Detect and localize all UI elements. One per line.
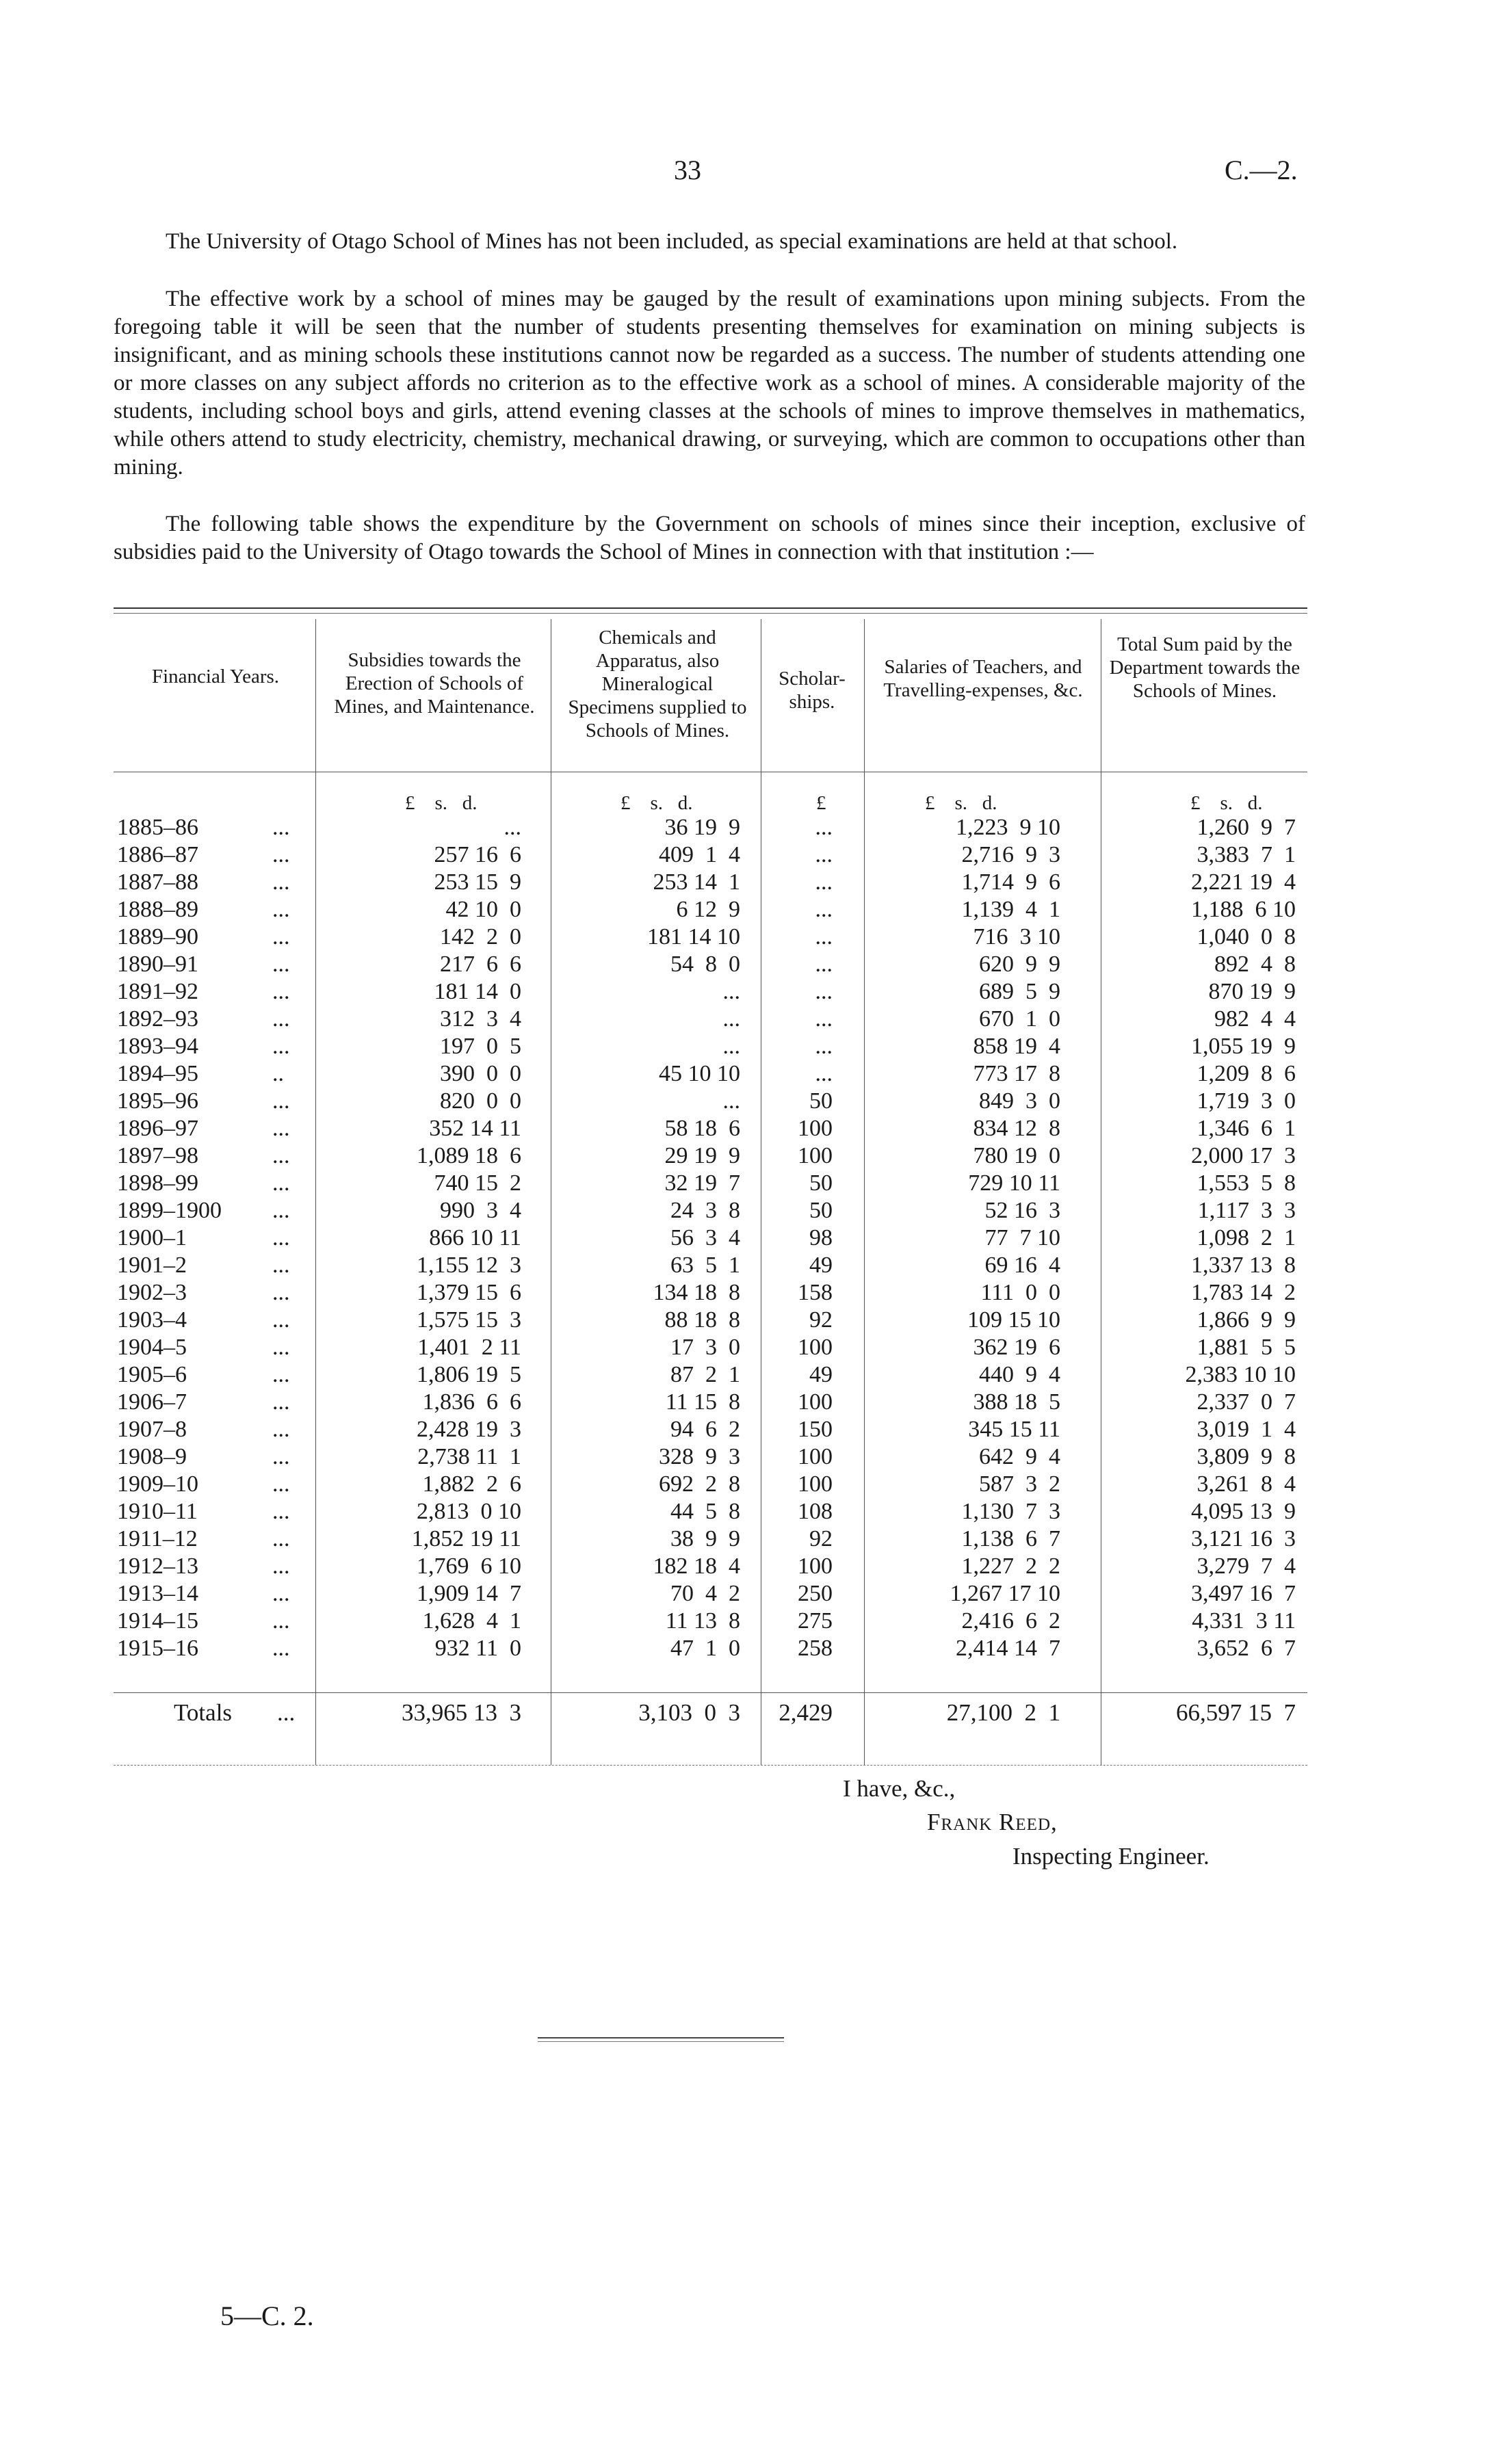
cell-dots: ... (272, 1554, 290, 1579)
cell-total: 1,209 8 6 (1197, 1061, 1296, 1086)
cell-salaries: 620 9 9 (979, 952, 1060, 977)
cell-year: 1898–99 (117, 1170, 198, 1196)
cell-scholarships: 108 (798, 1499, 833, 1524)
cell-chemicals: 88 18 8 (664, 1307, 740, 1333)
header-total: Total Sum paid by the Department towards the Schools of Mines. (1109, 633, 1301, 702)
table-row (0, 923, 1503, 951)
cell-year: 1885–86 (117, 815, 198, 840)
cell-total: 3,261 8 4 (1197, 1471, 1296, 1497)
cell-scholarships: 250 (798, 1581, 833, 1606)
cell-salaries: 1,227 2 2 (961, 1554, 1060, 1579)
cell-total: 2,383 10 10 (1185, 1362, 1296, 1387)
cell-total: 3,019 1 4 (1197, 1417, 1296, 1442)
cell-subsidies: 2,813 0 10 (417, 1499, 521, 1524)
cell-scholarships: 100 (798, 1554, 833, 1579)
table-top-rule-thin (114, 613, 1307, 614)
cell-total: 4,095 13 9 (1191, 1499, 1296, 1524)
cell-dots: ... (272, 815, 290, 840)
cell-subsidies: 1,628 4 1 (422, 1608, 521, 1634)
cell-total: 1,337 13 8 (1191, 1253, 1296, 1278)
table-row (0, 951, 1503, 978)
cell-salaries: 773 17 8 (973, 1061, 1060, 1086)
paragraph-1: The University of Otago School of Mines has not been included, as special examinations are held at that school. (166, 229, 1178, 254)
table-row (0, 1142, 1503, 1170)
cell-year: 1900–1 (117, 1225, 187, 1250)
cell-salaries: 1,714 9 6 (961, 869, 1060, 895)
cell-dots: ... (272, 1170, 290, 1196)
cell-scholarships: ... (815, 869, 833, 895)
cell-dots: ... (272, 1034, 290, 1059)
cell-salaries: 2,416 6 2 (961, 1608, 1060, 1634)
cell-chemicals: 29 19 9 (664, 1143, 740, 1168)
totals-total: 66,597 15 7 (1176, 1699, 1296, 1726)
cell-scholarships: ... (815, 1006, 833, 1032)
cell-salaries: 69 16 4 (984, 1253, 1060, 1278)
cell-chemicals: 409 1 4 (659, 842, 740, 867)
cell-year: 1905–6 (117, 1362, 187, 1387)
cell-subsidies: 1,379 15 6 (417, 1280, 521, 1305)
cell-dots: ... (272, 979, 290, 1004)
cell-subsidies: 1,806 19 5 (417, 1362, 521, 1387)
signature-name: Frank Reed, (927, 1809, 1058, 1835)
cell-total: 1,881 5 5 (1197, 1335, 1296, 1360)
units-scholarships: £ (816, 792, 826, 814)
cell-year: 1891–92 (117, 979, 198, 1004)
cell-subsidies: 740 15 2 (434, 1170, 521, 1196)
cell-total: 1,040 0 8 (1197, 924, 1296, 949)
cell-scholarships: 49 (809, 1253, 833, 1278)
cell-dots: ... (272, 1636, 290, 1661)
cell-salaries: 52 16 3 (984, 1198, 1060, 1223)
cell-scholarships: 92 (809, 1307, 833, 1333)
cell-dots: ... (272, 1608, 290, 1634)
cell-year: 1907–8 (117, 1417, 187, 1442)
cell-chemicals: 36 19 9 (664, 815, 740, 840)
footer-code: 5—C. 2. (220, 2301, 314, 2331)
cell-salaries: 77 7 10 (984, 1225, 1060, 1250)
cell-scholarships: ... (815, 924, 833, 949)
table-row (0, 1088, 1503, 1115)
table-row (0, 869, 1503, 896)
cell-year: 1896–97 (117, 1116, 198, 1141)
cell-year: 1889–90 (117, 924, 198, 949)
table-row (0, 1389, 1503, 1416)
cell-year: 1901–2 (117, 1253, 187, 1278)
cell-subsidies: 352 14 11 (429, 1116, 521, 1141)
cell-dots: ... (272, 1581, 290, 1606)
cell-scholarships: 98 (809, 1225, 833, 1250)
cell-salaries: 849 3 0 (979, 1088, 1060, 1114)
cell-subsidies: 866 10 11 (429, 1225, 521, 1250)
cell-chemicals: 134 18 8 (653, 1280, 740, 1305)
totals-subsidies: 33,965 13 3 (402, 1699, 521, 1726)
cell-subsidies: 1,155 12 3 (417, 1253, 521, 1278)
cell-chemicals: ... (722, 1088, 740, 1114)
totals-chemicals: 3,103 0 3 (638, 1699, 740, 1726)
cell-subsidies: 1,089 18 6 (417, 1143, 521, 1168)
cell-scholarships: ... (815, 952, 833, 977)
cell-chemicals: 253 14 1 (653, 869, 740, 895)
cell-scholarships: 100 (798, 1116, 833, 1141)
cell-total: 3,383 7 1 (1197, 842, 1296, 867)
cell-chemicals: 63 5 1 (670, 1253, 740, 1278)
cell-chemicals: 44 5 8 (670, 1499, 740, 1524)
table-row (0, 1416, 1503, 1443)
cell-dots: ... (272, 1471, 290, 1497)
cell-salaries: 345 15 11 (968, 1417, 1060, 1442)
cell-scholarships: ... (815, 1061, 833, 1086)
cell-subsidies: 990 3 4 (440, 1198, 521, 1223)
cell-year: 1894–95 (117, 1061, 198, 1086)
cell-subsidies: 1,575 15 3 (417, 1307, 521, 1333)
table-row (0, 978, 1503, 1006)
table-row (0, 1443, 1503, 1471)
cell-dots: ... (272, 1198, 290, 1223)
cell-scholarships: 100 (798, 1335, 833, 1360)
table-row (0, 1060, 1503, 1088)
cell-dots: ... (272, 1362, 290, 1387)
cell-dots: ... (272, 1417, 290, 1442)
cell-salaries: 109 15 10 (967, 1307, 1060, 1333)
cell-salaries: 440 9 4 (979, 1362, 1060, 1387)
cell-total: 1,783 14 2 (1191, 1280, 1296, 1305)
totals-row (0, 1696, 1503, 1729)
separator-rule-thin (538, 2041, 784, 2042)
cell-chemicals: 328 9 3 (659, 1444, 740, 1469)
cell-dots: ... (272, 1253, 290, 1278)
cell-total: 3,652 6 7 (1197, 1636, 1296, 1661)
cell-subsidies: 1,401 2 11 (417, 1335, 521, 1360)
page-number: 33 (674, 155, 701, 185)
cell-chemicals: 38 9 9 (670, 1526, 740, 1551)
cell-year: 1890–91 (117, 952, 198, 977)
cell-chemicals: 11 13 8 (665, 1608, 740, 1634)
cell-total: 4,331 3 11 (1192, 1608, 1296, 1634)
totals-dots: ... (277, 1699, 296, 1726)
cell-chemicals: 58 18 6 (664, 1116, 740, 1141)
table-row (0, 841, 1503, 869)
cell-subsidies: ... (504, 815, 521, 840)
header-salaries: Salaries of Teachers, and Travelling-expenses, &c. (883, 656, 1083, 701)
cell-year: 1911–12 (117, 1526, 198, 1551)
cell-year: 1908–9 (117, 1444, 187, 1469)
cell-dots: ... (272, 1499, 290, 1524)
cell-salaries: 362 19 6 (973, 1335, 1060, 1360)
cell-scholarships: ... (815, 842, 833, 867)
cell-chemicals: 181 14 10 (647, 924, 740, 949)
cell-salaries: 858 19 4 (973, 1034, 1060, 1059)
cell-dots: ... (272, 1526, 290, 1551)
table-row (0, 1498, 1503, 1525)
cell-dots: .. (272, 1061, 284, 1086)
cell-scholarships: 49 (809, 1362, 833, 1387)
cell-subsidies: 312 3 4 (440, 1006, 521, 1032)
cell-scholarships: ... (815, 815, 833, 840)
cell-year: 1888–89 (117, 897, 198, 922)
cell-chemicals: 11 15 8 (665, 1389, 740, 1415)
cell-total: 1,866 9 9 (1197, 1307, 1296, 1333)
cell-total: 982 4 4 (1214, 1006, 1296, 1032)
cell-total: 1,553 5 8 (1197, 1170, 1296, 1196)
table-row (0, 1033, 1503, 1060)
cell-scholarships: 100 (798, 1389, 833, 1415)
cell-dots: ... (272, 1335, 290, 1360)
cell-year: 1912–13 (117, 1554, 198, 1579)
cell-salaries: 834 12 8 (973, 1116, 1060, 1141)
cell-salaries: 780 19 0 (973, 1143, 1060, 1168)
totals-salaries: 27,100 2 1 (946, 1699, 1060, 1726)
cell-total: 3,279 7 4 (1197, 1554, 1296, 1579)
cell-subsidies: 253 15 9 (434, 869, 521, 895)
cell-year: 1910–11 (117, 1499, 198, 1524)
cell-salaries: 1,138 6 7 (961, 1526, 1060, 1551)
cell-chemicals: 94 6 2 (670, 1417, 740, 1442)
cell-total: 1,117 3 3 (1197, 1198, 1296, 1223)
cell-subsidies: 820 0 0 (440, 1088, 521, 1114)
cell-chemicals: 6 12 9 (676, 897, 740, 922)
cell-subsidies: 932 11 0 (434, 1636, 521, 1661)
cell-scholarships: ... (815, 897, 833, 922)
cell-total: 1,260 9 7 (1197, 815, 1296, 840)
table-row (0, 896, 1503, 923)
cell-chemicals: 32 19 7 (664, 1170, 740, 1196)
cell-scholarships: 100 (798, 1444, 833, 1469)
cell-chemicals: ... (722, 979, 740, 1004)
cell-chemicals: 70 4 2 (670, 1581, 740, 1606)
cell-dots: ... (272, 1389, 290, 1415)
table-row (0, 1006, 1503, 1033)
cell-year: 1906–7 (117, 1389, 187, 1415)
signature-title: Inspecting Engineer. (1012, 1843, 1210, 1870)
cell-year: 1915–16 (117, 1636, 198, 1661)
cell-scholarships: 92 (809, 1526, 833, 1551)
cell-subsidies: 1,909 14 7 (417, 1581, 521, 1606)
cell-subsidies: 257 16 6 (434, 842, 521, 867)
cell-dots: ... (272, 897, 290, 922)
cell-dots: ... (272, 1280, 290, 1305)
totals-label: Totals (174, 1699, 233, 1726)
cell-dots: ... (272, 952, 290, 977)
cell-salaries: 689 5 9 (979, 979, 1060, 1004)
cell-chemicals: 692 2 8 (659, 1471, 740, 1497)
cell-year: 1904–5 (117, 1335, 187, 1360)
cell-total: 1,188 6 10 (1191, 897, 1296, 922)
cell-year: 1886–87 (117, 842, 198, 867)
cell-subsidies: 197 0 5 (440, 1034, 521, 1059)
cell-salaries: 1,267 17 10 (950, 1581, 1060, 1606)
cell-year: 1902–3 (117, 1280, 187, 1305)
document-code: C.—2. (1225, 155, 1298, 185)
totals-scholarships: 2,429 (779, 1699, 833, 1726)
signature-salutation: I have, &c., (843, 1775, 956, 1802)
cell-chemicals: 87 2 1 (670, 1362, 740, 1387)
cell-subsidies: 2,428 19 3 (417, 1417, 521, 1442)
cell-subsidies: 1,769 6 10 (417, 1554, 521, 1579)
cell-scholarships: ... (815, 979, 833, 1004)
cell-total: 3,121 16 3 (1191, 1526, 1296, 1551)
cell-year: 1909–10 (117, 1471, 198, 1497)
table-row (0, 1361, 1503, 1389)
table-row (0, 1580, 1503, 1608)
cell-subsidies: 2,738 11 1 (417, 1444, 521, 1469)
cell-dots: ... (272, 924, 290, 949)
units-subsidies: £ s. d. (405, 792, 478, 814)
cell-salaries: 2,716 9 3 (961, 842, 1060, 867)
cell-scholarships: 150 (798, 1417, 833, 1442)
table-row (0, 1553, 1503, 1580)
header-chemicals: Chemicals and Apparatus, also Mineralogical Specimens supplied to Schools of Mines. (568, 627, 747, 742)
cell-salaries: 111 0 0 (980, 1280, 1060, 1305)
header-subsidies: Subsidies towards the Erection of Schools of Mines, and Maintenance. (334, 649, 535, 718)
table-row (0, 1252, 1503, 1279)
table-row (0, 1279, 1503, 1307)
cell-dots: ... (272, 1116, 290, 1141)
cell-total: 3,497 16 7 (1191, 1581, 1296, 1606)
cell-year: 1892–93 (117, 1006, 198, 1032)
header-financial-years: Financial Years. (151, 666, 280, 687)
table-row (0, 1334, 1503, 1361)
cell-salaries: 1,223 9 10 (956, 815, 1060, 840)
cell-chemicals: 47 1 0 (670, 1636, 740, 1661)
cell-dots: ... (272, 1006, 290, 1032)
cell-salaries: 670 1 0 (979, 1006, 1060, 1032)
table-row (0, 1224, 1503, 1252)
cell-dots: ... (272, 1225, 290, 1250)
cell-total: 1,055 19 9 (1191, 1034, 1296, 1059)
cell-scholarships: ... (815, 1034, 833, 1059)
cell-subsidies: 42 10 0 (445, 897, 521, 922)
cell-salaries: 1,130 7 3 (961, 1499, 1060, 1524)
cell-total: 870 19 9 (1208, 979, 1296, 1004)
cell-total: 1,098 2 1 (1197, 1225, 1296, 1250)
cell-total: 1,719 3 0 (1197, 1088, 1296, 1114)
cell-dots: ... (272, 1444, 290, 1469)
table-bottom-rule (114, 1765, 1307, 1766)
cell-chemicals: 54 8 0 (670, 952, 740, 977)
units-total: £ s. d. (1190, 792, 1263, 814)
cell-subsidies: 1,852 19 11 (411, 1526, 521, 1551)
cell-chemicals: 45 10 10 (659, 1061, 740, 1086)
cell-year: 1903–4 (117, 1307, 187, 1333)
cell-total: 3,809 9 8 (1197, 1444, 1296, 1469)
units-chemicals: £ s. d. (620, 792, 693, 814)
cell-scholarships: 100 (798, 1471, 833, 1497)
cell-chemicals: ... (722, 1006, 740, 1032)
cell-dots: ... (272, 842, 290, 867)
cell-salaries: 1,139 4 1 (961, 897, 1060, 922)
cell-year: 1897–98 (117, 1143, 198, 1168)
cell-salaries: 587 3 2 (979, 1471, 1060, 1497)
cell-chemicals: ... (722, 1034, 740, 1059)
cell-scholarships: 50 (809, 1088, 833, 1114)
paragraph-2: The effective work by a school of mines may be gauged by the result of examinations upon mining subjects. From the foregoing table it will be seen that the number of students presenting themselves for examination on mining subjects is insignificant, and as mining schools these institutions cannot now be regarded as a success. The number of students attending one or more classes on any subject affords no criterion as to the effective work as a school of mines. A considerable majority of the students, including school boys and girls, attend evening classes at the schools of mines to improve themselves in mathematics, while others attend to study electricity, chemistry, mechanical drawing, or surveying, which are common to occupations other than mining. (114, 287, 1305, 480)
table-row (0, 814, 1503, 841)
table-row (0, 1170, 1503, 1197)
cell-chemicals: 182 18 4 (653, 1554, 740, 1579)
cell-salaries: 716 3 10 (973, 924, 1060, 949)
cell-dots: ... (272, 1307, 290, 1333)
header-scholarships: Scholar-ships. (779, 668, 846, 713)
cell-year: 1895–96 (117, 1088, 198, 1114)
cell-dots: ... (272, 869, 290, 895)
cell-total: 1,346 6 1 (1197, 1116, 1296, 1141)
table-row (0, 1635, 1503, 1662)
table-row (0, 1307, 1503, 1334)
table-row (0, 1525, 1503, 1553)
cell-year: 1914–15 (117, 1608, 198, 1634)
cell-salaries: 729 10 11 (968, 1170, 1060, 1196)
cell-salaries: 388 18 5 (973, 1389, 1060, 1415)
cell-salaries: 642 9 4 (979, 1444, 1060, 1469)
cell-scholarships: 158 (798, 1280, 833, 1305)
table-row (0, 1471, 1503, 1498)
cell-scholarships: 275 (798, 1608, 833, 1634)
cell-total: 2,000 17 3 (1191, 1143, 1296, 1168)
cell-scholarships: 50 (809, 1170, 833, 1196)
table-row (0, 1608, 1503, 1635)
cell-scholarships: 258 (798, 1636, 833, 1661)
units-salaries: £ s. d. (925, 792, 997, 814)
cell-subsidies: 142 2 0 (440, 924, 521, 949)
cell-scholarships: 50 (809, 1198, 833, 1223)
cell-subsidies: 1,836 6 6 (422, 1389, 521, 1415)
table-row (0, 1115, 1503, 1142)
cell-year: 1887–88 (117, 869, 198, 895)
cell-subsidies: 217 6 6 (440, 952, 521, 977)
cell-total: 892 4 8 (1214, 952, 1296, 977)
cell-total: 2,337 0 7 (1197, 1389, 1296, 1415)
table-top-rule (114, 607, 1307, 609)
cell-subsidies: 390 0 0 (440, 1061, 521, 1086)
separator-rule (538, 2037, 784, 2039)
cell-subsidies: 181 14 0 (434, 979, 521, 1004)
cell-dots: ... (272, 1088, 290, 1114)
table-body (0, 814, 1503, 1662)
cell-year: 1899–1900 (117, 1198, 222, 1223)
cell-dots: ... (272, 1143, 290, 1168)
cell-chemicals: 56 3 4 (670, 1225, 740, 1250)
cell-year: 1913–14 (117, 1581, 198, 1606)
table-row (0, 1197, 1503, 1224)
cell-subsidies: 1,882 2 6 (422, 1471, 521, 1497)
cell-chemicals: 17 3 0 (670, 1335, 740, 1360)
cell-scholarships: 100 (798, 1143, 833, 1168)
cell-year: 1893–94 (117, 1034, 198, 1059)
totals-top-rule (114, 1692, 1307, 1693)
cell-chemicals: 24 3 8 (670, 1198, 740, 1223)
paragraph-3: The following table shows the expenditure by the Government on schools of mines since their inception, exclusive of subsidies paid to the University of Otago towards the School of Mines in connection with that institution :— (114, 512, 1305, 564)
cell-salaries: 2,414 14 7 (956, 1636, 1060, 1661)
cell-total: 2,221 19 4 (1191, 869, 1296, 895)
